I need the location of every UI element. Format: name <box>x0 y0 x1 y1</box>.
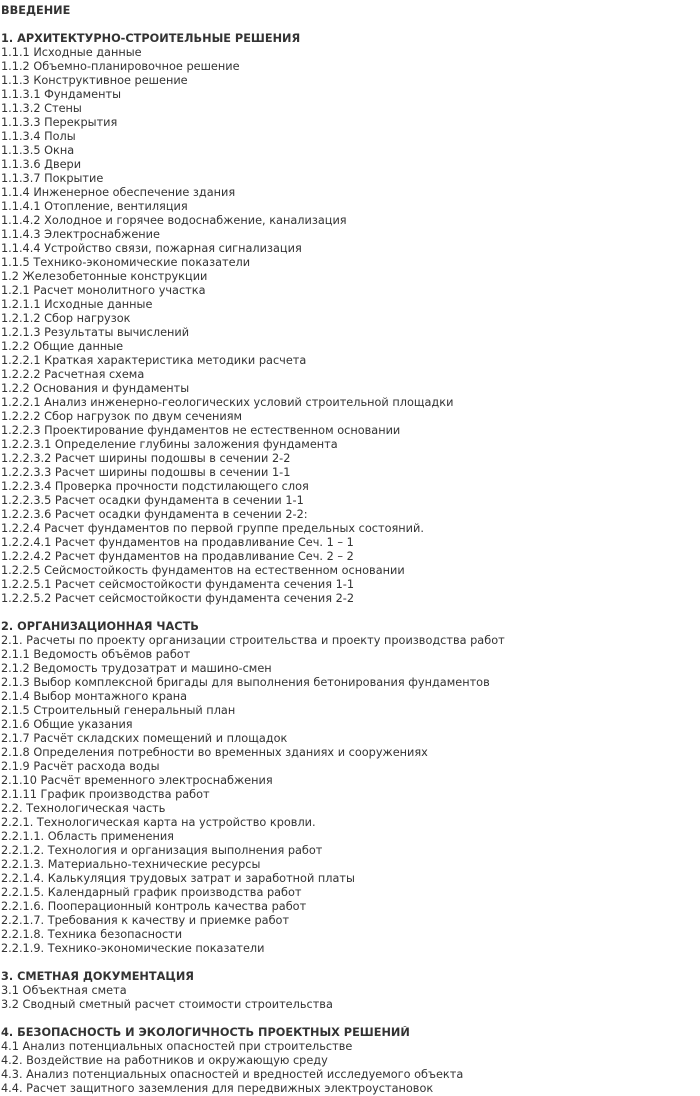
toc-item: 2.2.1. Технологическая карта на устройство кровли. <box>1 816 316 829</box>
toc-item: 2.1.6 Общие указания <box>1 718 133 731</box>
toc-item: 1.2.2.3.2 Расчет ширины подошвы в сечении 2-2 <box>1 452 291 465</box>
toc-item: 1.1.3.2 Стены <box>1 102 82 115</box>
toc-item: 2.2.1.5. Календарный график производства работ <box>1 886 302 899</box>
toc-item: 2.1. Расчеты по проекту организации строительства и проекту производства работ <box>1 634 505 647</box>
toc-item: 1.2.2.3.4 Проверка прочности подстилающего слоя <box>1 480 309 493</box>
table-of-contents <box>1 4 696 1096</box>
toc-item: 1.1.3 Конструктивное решение <box>1 74 188 87</box>
toc-item: 1.2.2.2 Сбор нагрузок по двум сечениям <box>1 410 243 423</box>
toc-item: 1.1.3.7 Покрытие <box>1 172 104 185</box>
toc-item: 1.2.2.3.6 Расчет осадки фундамента в сечении 2-2: <box>1 508 308 521</box>
section-spacer <box>1 606 696 620</box>
toc-item: 1.1.4 Инженерное обеспечение здания <box>1 186 236 199</box>
toc-item: 4.4. Расчет защитного заземления для передвижных электроустановок <box>1 1082 434 1095</box>
toc-item: 1.2.1.1 Исходные данные <box>1 298 153 311</box>
toc-item: 1.1.3.1 Фундаменты <box>1 88 122 101</box>
toc-item: 4.3. Анализ потенциальных опасностей и вредностей исследуемого объекта <box>1 1068 464 1081</box>
toc-item: 2.2.1.9. Технико-экономические показатели <box>1 942 265 955</box>
toc-item: 3.1 Объектная смета <box>1 984 127 997</box>
toc-item: 1.2 Железобетонные конструкции <box>1 270 208 283</box>
toc-item: 4.2. Воздействие на работников и окружающую среду <box>1 1054 328 1067</box>
section-heading: 3. СМЕТНАЯ ДОКУМЕНТАЦИЯ <box>1 970 194 983</box>
toc-item: 2.2. Технологическая часть <box>1 802 166 815</box>
toc-item: 1.1.5 Технико-экономические показатели <box>1 256 251 269</box>
toc-item: 1.2.2.2 Расчетная схема <box>1 368 145 381</box>
toc-item: 1.2.2.1 Краткая характеристика методики расчета <box>1 354 307 367</box>
toc-item: 1.2.2.5 Сейсмостойкость фундаментов на естественном основании <box>1 564 405 577</box>
toc-item: 1.1.3.4 Полы <box>1 130 76 143</box>
toc-item: 2.1.5 Строительный генеральный план <box>1 704 236 717</box>
toc-item: 4.1 Анализ потенциальных опасностей при строительстве <box>1 1040 353 1053</box>
toc-item: 1.1.1 Исходные данные <box>1 46 142 59</box>
toc-item: 2.2.1.3. Материально-технические ресурсы <box>1 858 261 871</box>
toc-item: 1.1.3.5 Окна <box>1 144 75 157</box>
toc-item: 1.2.1.3 Результаты вычислений <box>1 326 190 339</box>
toc-item: 1.1.4.4 Устройство связи, пожарная сигнализация <box>1 242 302 255</box>
toc-item: 2.2.1.4. Калькуляция трудовых затрат и заработной платы <box>1 872 355 885</box>
toc-item: 2.2.1.1. Область применения <box>1 830 174 843</box>
section-heading: 4. БЕЗОПАСНОСТЬ И ЭКОЛОГИЧНОСТЬ ПРОЕКТНЫХ РЕШЕНИЙ <box>1 1026 410 1039</box>
toc-item: 1.1.4.3 Электроснабжение <box>1 228 160 241</box>
toc-item: 1.2.2.3.3 Расчет ширины подошвы в сечении 1-1 <box>1 466 291 479</box>
toc-item: 2.1.4 Выбор монтажного крана <box>1 690 188 703</box>
toc-item: 1.2.2.4 Расчет фундаментов по первой группе предельных состояний. <box>1 522 424 535</box>
toc-item: 1.2.2.3 Проектирование фундаментов не естественном основании <box>1 424 401 437</box>
toc-item: 3.2 Сводный сметный расчет стоимости строительства <box>1 998 333 1011</box>
toc-item: 1.1.2 Объемно-планировочное решение <box>1 60 240 73</box>
toc-item: 1.2.2.3.5 Расчет осадки фундамента в сечении 1-1 <box>1 494 304 507</box>
section-spacer <box>1 956 696 970</box>
toc-item: 1.1.3.6 Двери <box>1 158 82 171</box>
toc-item: 1.2.2 Основания и фундаменты <box>1 382 190 395</box>
toc-item: 2.1.9 Расчёт расхода воды <box>1 760 160 773</box>
toc-item: 1.2.2 Общие данные <box>1 340 124 353</box>
toc-item: 1.1.3.3 Перекрытия <box>1 116 118 129</box>
toc-item: 1.2.2.3.1 Определение глубины заложения фундамента <box>1 438 338 451</box>
toc-item: 1.2.2.5.1 Расчет сейсмостойкости фундамента сечения 1-1 <box>1 578 355 591</box>
toc-item: 2.2.1.8. Техника безопасности <box>1 928 183 941</box>
section-spacer <box>1 18 696 32</box>
toc-item: 2.1.2 Ведомость трудозатрат и машино-смен <box>1 662 272 675</box>
toc-item: 2.2.1.6. Пооперационный контроль качества работ <box>1 900 307 913</box>
section-heading: ВВЕДЕНИЕ <box>1 4 71 17</box>
toc-item: 2.2.1.2. Технология и организация выполнения работ <box>1 844 323 857</box>
toc-item: 1.2.2.1 Анализ инженерно-геологических условий строительной площадки <box>1 396 454 409</box>
toc-item: 1.2.2.4.1 Расчет фундаментов на продавливание Сеч. 1 – 1 <box>1 536 354 549</box>
section-heading: 1. АРХИТЕКТУРНО-СТРОИТЕЛЬНЫЕ РЕШЕНИЯ <box>1 32 301 45</box>
toc-item: 1.2.2.4.2 Расчет фундаментов на продавливание Сеч. 2 – 2 <box>1 550 354 563</box>
toc-item: 2.2.1.7. Требования к качеству и приемке работ <box>1 914 290 927</box>
toc-item: 1.2.1.2 Сбор нагрузок <box>1 312 131 325</box>
section-spacer <box>1 1012 696 1026</box>
toc-item: 1.2.2.5.2 Расчет сейсмостойкости фундамента сечения 2-2 <box>1 592 355 605</box>
toc-item: 2.1.1 Ведомость объёмов работ <box>1 648 191 661</box>
toc-item: 2.1.10 Расчёт временного электроснабжения <box>1 774 273 787</box>
section-heading: 2. ОРГАНИЗАЦИОННАЯ ЧАСТЬ <box>1 620 199 633</box>
toc-item: 2.1.8 Определения потребности во временных зданиях и сооружениях <box>1 746 428 759</box>
toc-item: 2.1.11 График производства работ <box>1 788 210 801</box>
toc-item: 2.1.7 Расчёт складских помещений и площадок <box>1 732 288 745</box>
toc-item: 2.1.3 Выбор комплексной бригады для выполнения бетонирования фундаментов <box>1 676 490 689</box>
toc-item: 1.2.1 Расчет монолитного участка <box>1 284 206 297</box>
toc-item: 1.1.4.2 Холодное и горячее водоснабжение, канализация <box>1 214 347 227</box>
toc-item: 1.1.4.1 Отопление, вентиляция <box>1 200 188 213</box>
